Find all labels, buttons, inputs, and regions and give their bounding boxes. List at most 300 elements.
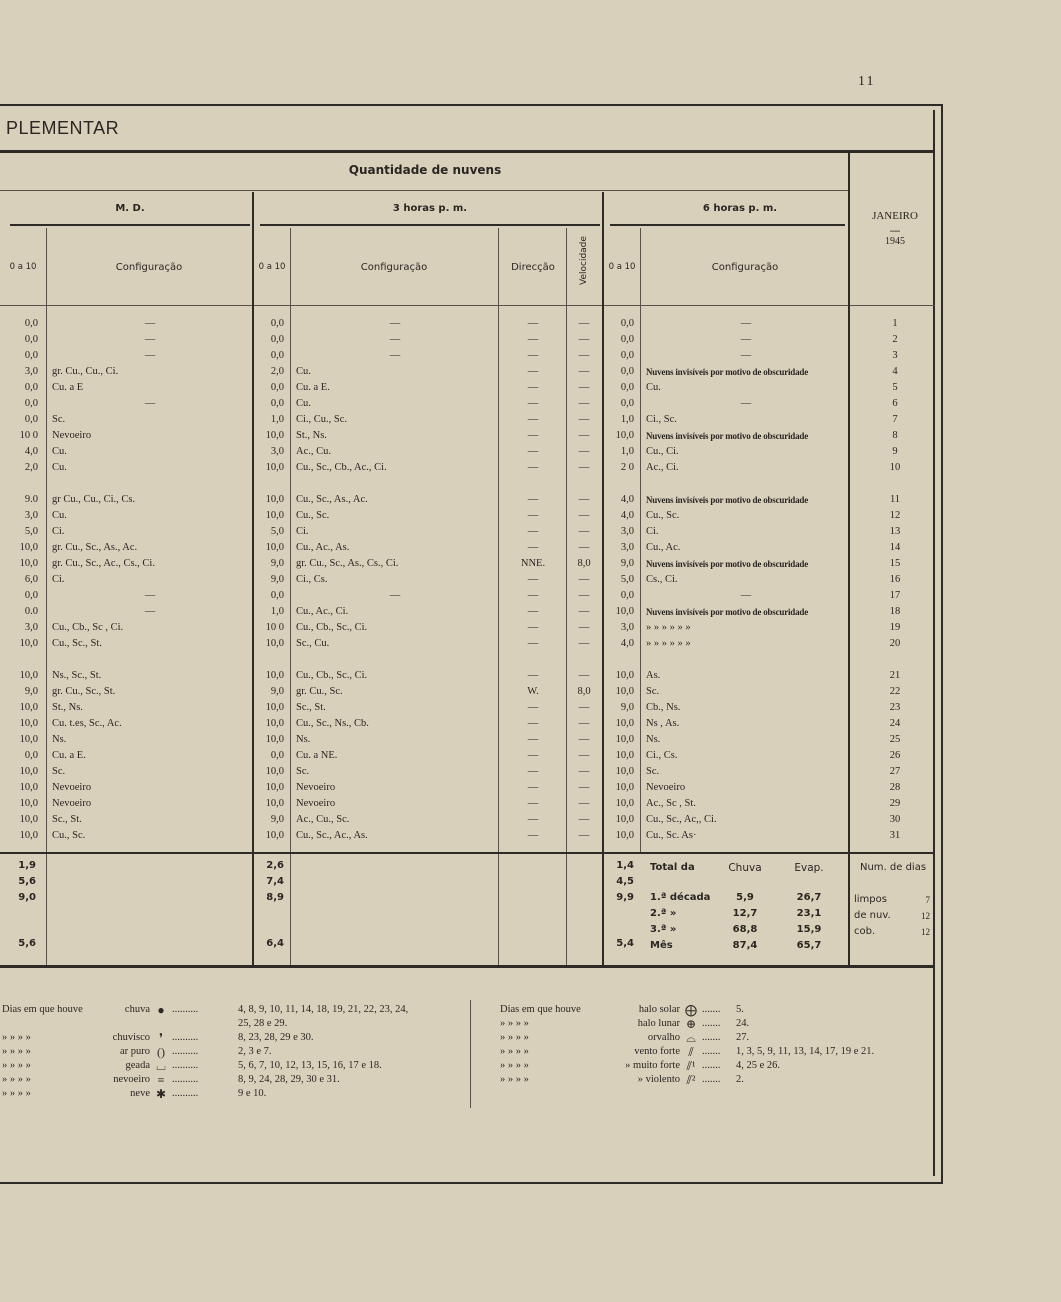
- footer-prefix: » » » »: [2, 1088, 31, 1099]
- h3-amount: 9,0: [270, 686, 284, 697]
- md-config: Cu. t.es, Sc., Ac.: [52, 718, 122, 729]
- h3-amount: 10,0: [265, 542, 284, 553]
- h3-amount: 9,0: [270, 558, 284, 569]
- decade-label: Mês: [650, 940, 673, 951]
- velocity: —: [578, 814, 590, 825]
- h3-config-header: Configuração: [360, 262, 428, 273]
- footer-days: 8, 9, 24, 28, 29, 30 e 31.: [238, 1074, 340, 1085]
- h3-config: —: [389, 590, 401, 601]
- day-number: 8: [892, 430, 898, 441]
- day-number: 9: [892, 446, 898, 457]
- md-amount: 10,0: [19, 830, 38, 841]
- md-rule: [10, 224, 250, 226]
- velocity: —: [578, 398, 590, 409]
- velocity: —: [578, 334, 590, 345]
- h6-config: —: [740, 350, 752, 361]
- velocity: —: [578, 622, 590, 633]
- h3-amount: 10,0: [265, 430, 284, 441]
- day-number: 24: [889, 718, 901, 729]
- day-number: 27: [889, 766, 901, 777]
- h3-config: Cu., Ac., Ci.: [296, 606, 349, 617]
- summary-top-rule: [0, 852, 935, 854]
- decade-chuva: 5,9: [736, 892, 754, 903]
- h6-config: Cu., Sc., Ac,, Ci.: [646, 814, 717, 825]
- md-scale-header: 0 a 10: [9, 262, 37, 272]
- h3-config: Cu., Sc., Ns., Cb.: [296, 718, 369, 729]
- days-row-label: cob.: [854, 926, 876, 937]
- h3-amount: 10,0: [265, 462, 284, 473]
- h3-config: Sc., Cu.: [296, 638, 330, 649]
- direction: —: [527, 526, 539, 537]
- md-summary-value: 5,6: [18, 876, 36, 887]
- md-summary-value: 1,9: [18, 860, 36, 871]
- velocity: —: [578, 414, 590, 425]
- h3-config: —: [389, 318, 401, 329]
- velocity: —: [578, 526, 590, 537]
- footer-symbol-icon: ⫽¹: [686, 1059, 696, 1073]
- h6-config: —: [740, 398, 752, 409]
- md-amount: 10,0: [19, 718, 38, 729]
- year-label: 1945: [885, 236, 905, 247]
- h3-config: Sc., St.: [296, 702, 326, 713]
- day-number: 5: [892, 382, 898, 393]
- day-number: 21: [889, 670, 901, 681]
- direction: —: [527, 334, 539, 345]
- h3-amount: 0,0: [270, 350, 284, 361]
- day-number: 12: [889, 510, 901, 521]
- velocity: 8,0: [577, 558, 591, 569]
- h6-config: Ns , As.: [646, 718, 680, 729]
- footer-days: 2, 3 e 7.: [238, 1046, 272, 1057]
- footer-symbol-icon: ●: [157, 1003, 165, 1017]
- md-config: Ci.: [52, 526, 65, 537]
- h3-config: Cu., Sc., Ac., As.: [296, 830, 368, 841]
- h6-config: Ci., Sc.: [646, 414, 677, 425]
- footer-label: orvalho: [647, 1032, 680, 1043]
- footer-prefix: » » » »: [2, 1032, 31, 1043]
- h3-config: Cu., Cb., Sc., Ci.: [296, 622, 368, 633]
- day-number: 4: [892, 366, 898, 377]
- direction: —: [527, 318, 539, 329]
- day-number: 7: [892, 414, 898, 425]
- md-amount: 10,0: [19, 814, 38, 825]
- col-sep: [848, 153, 850, 965]
- h6-amount: 3,0: [620, 622, 634, 633]
- h6-config: Nuvens invisíveis por motivo de obscuridade: [646, 431, 809, 441]
- h3-config: Cu. a NE.: [296, 750, 338, 761]
- md-config: —: [144, 318, 156, 329]
- h3-config: Ac., Cu.: [296, 446, 331, 457]
- md-config: Ci.: [52, 574, 65, 585]
- md-config: gr. Cu., Sc., St.: [52, 686, 116, 697]
- col-sep: [46, 228, 47, 965]
- h6-amount: 9,0: [620, 558, 634, 569]
- velocity: —: [578, 798, 590, 809]
- velocity: —: [578, 734, 590, 745]
- evap-label: Evap.: [794, 862, 824, 874]
- md-amount: 2,0: [24, 462, 38, 473]
- h3-config: Cu., Sc., Cb., Ac., Ci.: [296, 462, 387, 473]
- velocity: —: [578, 702, 590, 713]
- h6-rule: [610, 224, 845, 226]
- h3-config: Cu.: [296, 398, 311, 409]
- col-sep: [640, 228, 641, 854]
- velocity: —: [578, 430, 590, 441]
- direction: —: [527, 574, 539, 585]
- h6-amount: 10,0: [615, 686, 634, 697]
- decade-evap: 26,7: [796, 892, 822, 903]
- footer-label: ar puro: [119, 1046, 150, 1057]
- md-config: —: [144, 606, 156, 617]
- velocity: —: [578, 766, 590, 777]
- h3-amount: 0,0: [270, 750, 284, 761]
- h3-summary-value: 6,4: [266, 938, 284, 949]
- footer-prefix: » » » »: [500, 1032, 529, 1043]
- h3-config: —: [389, 350, 401, 361]
- md-amount: 10,0: [19, 798, 38, 809]
- h6-config: Cb., Ns.: [646, 702, 681, 713]
- day-number: 10: [889, 462, 901, 473]
- md-config-header: Configuração: [115, 262, 183, 273]
- decade-chuva: 12,7: [732, 908, 758, 919]
- footer-label: halo solar: [638, 1004, 680, 1015]
- velocity-header: Velocidade: [579, 236, 589, 285]
- day-number: 18: [889, 606, 901, 617]
- frame-inner-line: [933, 110, 935, 1176]
- h6-config: —: [740, 318, 752, 329]
- h3-config: Ci., Cs.: [296, 574, 328, 585]
- h6-config: Ci., Cs.: [646, 750, 678, 761]
- direction: —: [527, 670, 539, 681]
- md-amount: 9,0: [24, 686, 38, 697]
- day-number: 31: [889, 830, 901, 841]
- footer-prefix: » » » »: [2, 1060, 31, 1071]
- h6-amount: 0,0: [620, 318, 634, 329]
- direction: —: [527, 638, 539, 649]
- h6-config: Cu., Sc. As·: [646, 830, 697, 841]
- h6-config: Nuvens invisíveis por motivo de obscuridade: [646, 495, 809, 505]
- day-number: 1: [892, 318, 898, 329]
- h6-amount: 0,0: [620, 382, 634, 393]
- footer-label: » muito forte: [625, 1060, 680, 1071]
- md-config: Ns.: [52, 734, 67, 745]
- day-number: 15: [889, 558, 901, 569]
- h3-amount: 9,0: [270, 814, 284, 825]
- decade-label: 2.ª »: [650, 908, 677, 919]
- page-number: 11: [858, 74, 876, 89]
- h3-amount: 10,0: [265, 670, 284, 681]
- velocity: —: [578, 670, 590, 681]
- footer-symbol-icon: ⌴: [156, 1059, 166, 1073]
- h6-config: Ac., Ci.: [646, 462, 679, 473]
- velocity: —: [578, 782, 590, 793]
- h3-summary-value: 8,9: [266, 892, 284, 903]
- day-number: 22: [889, 686, 901, 697]
- h6-amount: 4,0: [620, 638, 634, 649]
- h3-summary-value: 2,6: [266, 860, 284, 871]
- footer-dots: .......: [702, 1046, 721, 1057]
- md-config: —: [144, 398, 156, 409]
- velocity: —: [578, 382, 590, 393]
- md-amount: 10,0: [19, 766, 38, 777]
- footer-symbol-icon: ⨁: [685, 1003, 697, 1017]
- chuva-label: Chuva: [728, 862, 762, 874]
- h3-config: Ns.: [296, 734, 311, 745]
- h3-amount: 1,0: [270, 606, 284, 617]
- direction: —: [527, 814, 539, 825]
- md-amount: 3,0: [24, 366, 38, 377]
- footer-symbol-icon: ≡: [157, 1073, 165, 1087]
- footer-label: chuvisco: [112, 1032, 150, 1043]
- h6-config: Sc.: [646, 686, 660, 697]
- h6-amount: 1,0: [620, 414, 634, 425]
- h3-amount: 9,0: [270, 574, 284, 585]
- h6-amount: 0,0: [620, 398, 634, 409]
- day-number: 25: [889, 734, 901, 745]
- direction: —: [527, 414, 539, 425]
- h6-amount: 10,0: [615, 750, 634, 761]
- md-config: Cu. a E: [52, 382, 84, 393]
- md-amount: 3,0: [24, 510, 38, 521]
- day-number: 13: [889, 526, 901, 537]
- h3-scale-header: 0 a 10: [258, 262, 286, 272]
- h6-amount: 10,0: [615, 430, 634, 441]
- footer-days: 4, 8, 9, 10, 11, 14, 18, 19, 21, 22, 23, 24,: [238, 1004, 409, 1015]
- h6-config: Ci.: [646, 526, 659, 537]
- footer-prefix: » » » »: [2, 1046, 31, 1057]
- velocity: —: [578, 590, 590, 601]
- md-config: —: [144, 590, 156, 601]
- decade-evap: 23,1: [796, 908, 822, 919]
- direction: —: [527, 398, 539, 409]
- footer-symbol-icon: ⊕: [685, 1017, 697, 1031]
- decade-evap: 15,9: [796, 924, 822, 935]
- h6-summary-value: 1,4: [616, 860, 634, 871]
- velocity: —: [578, 606, 590, 617]
- footer-symbol-icon: ✱: [155, 1087, 167, 1101]
- footer-symbol-icon: (): [157, 1045, 165, 1059]
- h6-title: 6 horas p. m.: [702, 203, 778, 214]
- h3-config: Ci.: [296, 526, 309, 537]
- h6-config: Nevoeiro: [646, 782, 686, 793]
- md-amount: 10 0: [19, 430, 38, 441]
- h3-config: Sc.: [296, 766, 310, 777]
- footer-dots: ..........: [172, 1046, 199, 1057]
- md-amount: 10,0: [19, 734, 38, 745]
- h3-config: St., Ns.: [296, 430, 327, 441]
- direction: —: [527, 718, 539, 729]
- month-dash: —: [889, 224, 901, 237]
- footer-prefix: » » » »: [2, 1074, 31, 1085]
- md-config: Cu., Sc.: [52, 830, 86, 841]
- day-number: 23: [889, 702, 901, 713]
- md-amount: 0,0: [24, 398, 38, 409]
- md-amount: 0,0: [24, 750, 38, 761]
- h6-amount: 10,0: [615, 814, 634, 825]
- direction: —: [527, 494, 539, 505]
- h6-amount: 9,0: [620, 702, 634, 713]
- footer-prefix: Dias em que houve: [2, 1004, 83, 1015]
- h6-amount: 10,0: [615, 766, 634, 777]
- velocity: —: [578, 638, 590, 649]
- md-config: St., Ns.: [52, 702, 83, 713]
- h3-title: 3 horas p. m.: [392, 203, 468, 214]
- days-label: Num. de dias: [859, 862, 927, 873]
- md-amount: 0,0: [24, 590, 38, 601]
- h6-amount: 4,0: [620, 510, 634, 521]
- direction: W.: [527, 686, 539, 697]
- direction: —: [527, 366, 539, 377]
- footer-dots: .......: [702, 1032, 721, 1043]
- h3-amount: 10,0: [265, 830, 284, 841]
- day-number: 16: [889, 574, 901, 585]
- md-config: Cu.: [52, 462, 67, 473]
- velocity: —: [578, 510, 590, 521]
- velocity: —: [578, 494, 590, 505]
- h6-amount: 0,0: [620, 334, 634, 345]
- direction: —: [527, 734, 539, 745]
- h3-amount: 10,0: [265, 702, 284, 713]
- h6-amount: 10,0: [615, 734, 634, 745]
- group-title: Quantidade de nuvens: [348, 163, 502, 177]
- md-amount: 0,0: [24, 334, 38, 345]
- direction: —: [527, 462, 539, 473]
- velocity: 8,0: [577, 686, 591, 697]
- h3-summary-value: 7,4: [266, 876, 284, 887]
- velocity: —: [578, 750, 590, 761]
- md-config: gr. Cu., Sc., Ac., Cs., Ci.: [52, 558, 155, 569]
- direction: —: [527, 782, 539, 793]
- days-row-value: 7: [925, 895, 930, 905]
- days-row-value: 12: [921, 927, 930, 937]
- page-title: PLEMENTAR: [6, 118, 120, 138]
- h6-scale-header: 0 a 10: [608, 262, 636, 272]
- velocity: —: [578, 318, 590, 329]
- h3-rule: [260, 224, 600, 226]
- h6-config: —: [740, 590, 752, 601]
- md-amount: 10,0: [19, 670, 38, 681]
- md-amount: 0,0: [24, 414, 38, 425]
- md-amount: 0,0: [24, 350, 38, 361]
- direction: —: [527, 430, 539, 441]
- h6-amount: 2 0: [620, 462, 634, 473]
- h3-amount: 10,0: [265, 782, 284, 793]
- footer-sep: [470, 1000, 471, 1108]
- h3-amount: 10 0: [265, 622, 284, 633]
- footer-label: geada: [125, 1060, 150, 1071]
- direction: —: [527, 446, 539, 457]
- h3-config: Nevoeiro: [296, 782, 336, 793]
- h3-amount: 0,0: [270, 398, 284, 409]
- h6-amount: 0,0: [620, 366, 634, 377]
- h6-amount: 1,0: [620, 446, 634, 457]
- month-label: JANEIRO: [872, 210, 918, 222]
- h6-config: Cu., Ci.: [646, 446, 679, 457]
- day-number: 6: [892, 398, 898, 409]
- day-number: 2: [892, 334, 898, 345]
- footer-symbol-icon: ⌓: [686, 1031, 696, 1045]
- md-amount: 0.0: [24, 606, 38, 617]
- h6-config: Ac., Sc , St.: [646, 798, 696, 809]
- footer-prefix: » » » »: [500, 1074, 529, 1085]
- md-amount: 10,0: [19, 782, 38, 793]
- h3-amount: 0,0: [270, 334, 284, 345]
- col-sep: [498, 228, 499, 965]
- md-title: M. D.: [115, 203, 145, 214]
- h3-config: Cu. a E.: [296, 382, 330, 393]
- md-amount: 5,0: [24, 526, 38, 537]
- decade-chuva: 87,4: [732, 940, 758, 951]
- h3-amount: 0,0: [270, 318, 284, 329]
- md-amount: 9.0: [24, 494, 38, 505]
- md-config: Cu.: [52, 446, 67, 457]
- md-config: Sc., St.: [52, 814, 82, 825]
- direction: —: [527, 606, 539, 617]
- direction: —: [527, 542, 539, 553]
- direction: —: [527, 382, 539, 393]
- h3-amount: 10,0: [265, 798, 284, 809]
- md-config: —: [144, 350, 156, 361]
- h3-config: —: [389, 334, 401, 345]
- days-row-value: 12: [921, 911, 930, 921]
- h6-config: Nuvens invisíveis por motivo de obscuridade: [646, 367, 809, 377]
- h6-summary-value: 9,9: [616, 892, 634, 903]
- summary-bottom-rule: [0, 965, 935, 968]
- h3-amount: 10,0: [265, 734, 284, 745]
- h3-config: gr. Cu., Sc., As., Cs., Ci.: [296, 558, 399, 569]
- h6-config: Cs., Ci.: [646, 574, 678, 585]
- h6-amount: 10,0: [615, 830, 634, 841]
- h6-amount: 10,0: [615, 670, 634, 681]
- h6-amount: 5,0: [620, 574, 634, 585]
- h3-amount: 10,0: [265, 510, 284, 521]
- footer-label: neve: [130, 1088, 150, 1099]
- footer-days: 4, 25 e 26.: [736, 1060, 781, 1071]
- footer-days: 27.: [736, 1032, 750, 1043]
- md-amount: 0,0: [24, 318, 38, 329]
- decade-evap: 65,7: [796, 940, 822, 951]
- footer-prefix: » » » »: [500, 1018, 529, 1029]
- footer-days: 25, 28 e 29.: [238, 1018, 288, 1029]
- direction: —: [527, 798, 539, 809]
- day-number: 17: [889, 590, 901, 601]
- md-config: Nevoeiro: [52, 430, 92, 441]
- footer-prefix: » » » »: [500, 1046, 529, 1057]
- direction: —: [527, 702, 539, 713]
- day-number: 19: [889, 622, 901, 633]
- footer-dots: ..........: [172, 1032, 199, 1043]
- footer-dots: .......: [702, 1074, 721, 1085]
- md-config: Ns., Sc., St.: [52, 670, 102, 681]
- md-summary-value: 5,6: [18, 938, 36, 949]
- md-config: Cu., Sc., St.: [52, 638, 102, 649]
- h3-amount: 5,0: [270, 526, 284, 537]
- h6-summary-value: 4,5: [616, 876, 634, 887]
- h3-config: gr. Cu., Sc.: [296, 686, 343, 697]
- velocity: —: [578, 574, 590, 585]
- direction: —: [527, 350, 539, 361]
- md-amount: 10,0: [19, 542, 38, 553]
- day-number: 11: [889, 494, 901, 505]
- direction: —: [527, 590, 539, 601]
- footer-prefix: Dias em que houve: [500, 1004, 581, 1015]
- footer-days: 9 e 10.: [238, 1088, 267, 1099]
- h3-config: Cu.: [296, 366, 311, 377]
- footer-dots: ..........: [172, 1088, 199, 1099]
- md-config: Cu., Cb., Sc , Ci.: [52, 622, 124, 633]
- h6-amount: 0,0: [620, 350, 634, 361]
- h6-config-header: Configuração: [711, 262, 779, 273]
